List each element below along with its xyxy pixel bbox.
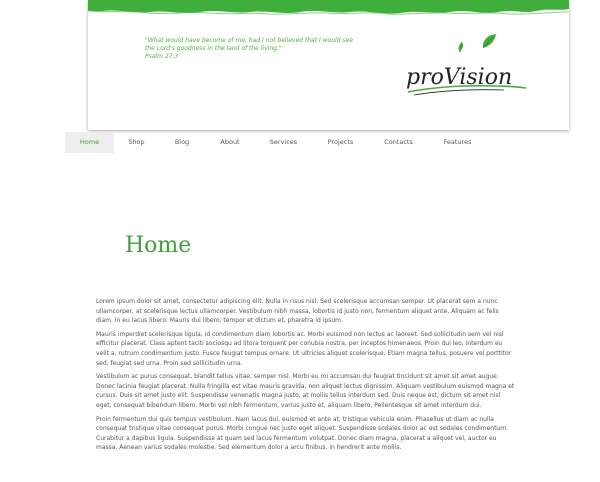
quote-line-1: "What would have become of me, had I not believed that I would see [145,37,353,44]
content-paragraph: Mauris imperdiet scelerisque ligula, id condimentum diam lobortis ac. Morbi euismod non lectus ac laoreet. Sed sollicitudin sem vel nisl efficitur placerat. Class aptent taciti sociosqu ad litora torquent per conubia nostra, per inceptos himenaeos. Proin dui leo, interdum eu velit a, rutrum condimentum justo. Fusce feugiat tempus ornare. Ut ultricies aliquet scelerisque. Etiam magna tellus, posuere vel porttitor sed, feugiat sed urna. Proin sed sollicitudin urna. [96,330,512,367]
nav-item-projects[interactable]: Projects [327,138,354,146]
nav-item-contacts[interactable]: Contacts [384,138,413,146]
nav-item-about[interactable]: About [220,138,240,146]
provision-logo[interactable] [404,30,529,102]
logo-text: proVision [406,65,513,90]
nav-item-shop[interactable]: Shop [128,138,145,146]
green-brush-stroke [88,0,569,16]
content-paragraph: Proin fermentum dui quis tempus vestibulum. Nam lacus dui, euismod et ante at, tristique vehicula enim. Phasellus ut diam ac nulla consequat tristique vitae consequat purus. Morbi congue nec justo eget aliquet. Suspendisse sodales dolor ac est sodales condimentum. Curabitur a dapibus ligula. Suspendisse at quam sed lacus fermentum volutpat. Donec diam magna, placerat a aliquet vel, auctor eu massa. Aenean varius sodales molestie. Sed elementum dolor a arcu finibus, in hendrerit ante mollis. [96,415,508,452]
nav-item-services[interactable]: Services [269,138,298,146]
nav-item-blog[interactable]: Blog [174,138,190,146]
nav-item-features[interactable]: Features [443,138,472,146]
quote-reference: Psalm 27:3 [145,53,179,60]
main-content [96,297,516,457]
site-header [88,0,569,130]
content-paragraph: Lorem ipsum dolor sit amet, consectetur adipiscing elit. Nulla in risus nisl. Sed scelerisque accumsan semper. Ut placerat sem a nunc ullamcorper, at scelerisque lectus ullamcorper. Vestibulum nibh massa, lobortis id justo non, fermentum aliquet ante. Aliquam ac felis diam. In eu lacus libero. Mauris dui libero, tempor et dictum et, pharetra id ipsum. [96,298,499,325]
quote-line-2: the Lord's goodness in the land of the living." [145,45,282,52]
header-quote [145,37,360,61]
nav-item-home[interactable]: Home [65,132,114,153]
main-nav [65,132,487,153]
content-paragraph: Vestibulum ac purus consequat, blandit tellus vitae, semper nisl. Morbi eu mi accumsan dui feugiat tincidunt sit amet sit amet augue. Donec lacinia feugiat placerat. Nulla fringilla est vitae mauris gravida, non aliquet lectus dignissim. Aliquam vestibulum euismod magna et cursus. Duis sit amet justo elit. Suspendisse venenatis magna justo, at mollis tellus interdum sed. Duis neque est, dictum sit amet nisl eget, consequat bibendum libero. Morbi vel nibh fermentum, varius justo et, aliquam libero. Pellentesque sit amet interdum dui. [96,373,515,409]
page-title: Home [125,233,192,258]
